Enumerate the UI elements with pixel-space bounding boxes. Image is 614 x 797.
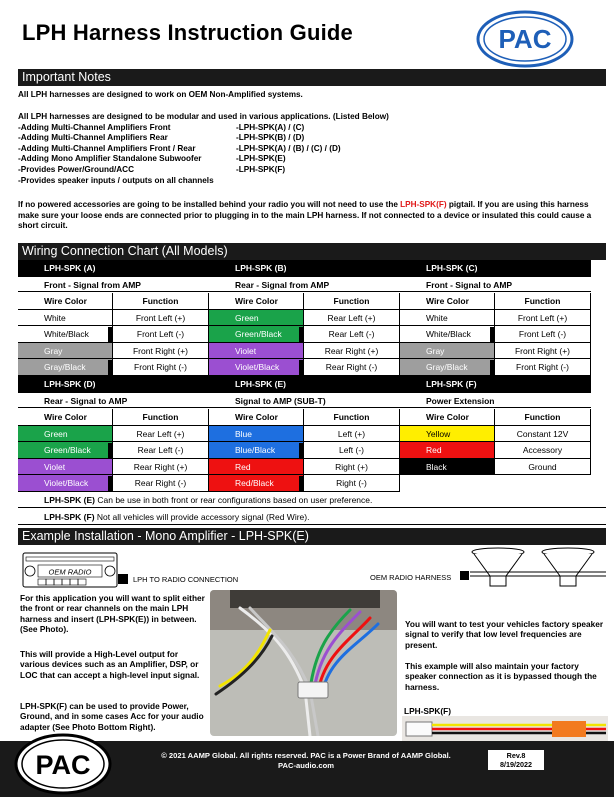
wire-color-cell: Violet/Black	[18, 475, 113, 492]
example-para-3: LPH-SPK(F) can be used to provide Power, Ground, and in some cases Acc for your audio adapter (See Photo Bottom Right).	[20, 701, 204, 732]
function-cell: Ground	[495, 459, 591, 476]
function-cell: Right (+)	[304, 459, 400, 476]
function-header: Function	[304, 293, 400, 310]
wire-color-cell: Violet	[18, 459, 113, 476]
wiring-block-title: LPH-SPK (E)	[209, 376, 400, 392]
function-cell: Front Right (-)	[113, 359, 209, 376]
lph-connector-icon	[118, 574, 128, 584]
notes-list-item	[18, 154, 608, 165]
wiring-chart	[18, 260, 606, 528]
wiring-block-title: LPH-SPK (C)	[400, 260, 591, 276]
wire-color-header: Wire Color	[18, 409, 113, 426]
wire-color-cell: Yellow	[400, 426, 495, 443]
wire-color-cell: Violet	[209, 343, 304, 360]
wiring-block-subtitle: Power Extension	[400, 392, 591, 408]
wire-stripe	[299, 360, 303, 375]
notes-para-red: LPH-SPK(F)	[400, 200, 447, 209]
wiring-block-title: LPH-SPK (F)	[400, 376, 591, 392]
wire-color-cell: Red/Black	[209, 475, 304, 492]
notes-list-use: -Provides Power/Ground/ACC	[18, 164, 135, 174]
function-cell: Left (+)	[304, 426, 400, 443]
wiring-heading: Wiring Connection Chart (All Models)	[18, 243, 606, 260]
notes-list-item	[18, 165, 608, 176]
wire-color-cell: Gray/Black	[400, 359, 495, 376]
wire-color-cell: White/Black	[18, 326, 113, 343]
wiring-block-subtitle: Front - Signal from AMP	[18, 276, 209, 292]
harness-photo	[210, 590, 397, 736]
wire-stripe	[108, 327, 112, 342]
logo-text: PAC	[498, 24, 552, 54]
wiring-note-e	[18, 492, 606, 508]
wiring-block-subtitle: Front - Signal to AMP	[400, 276, 591, 292]
wiring-note-e-text: Can be use in both front or rear configurations based on user preference.	[95, 495, 373, 505]
notes-list-harness: -LPH-SPK(A) / (C)	[236, 122, 305, 132]
function-cell: Rear Left (+)	[304, 310, 400, 327]
revision-date: 8/19/2022	[500, 760, 532, 769]
function-cell: Rear Left (-)	[304, 326, 400, 343]
notes-list-use: -Adding Mono Amplifier Standalone Subwoofer	[18, 154, 202, 164]
notes-list-item	[18, 144, 608, 155]
spk-f-label: LPH-SPK(F)	[404, 706, 452, 716]
wire-stripe	[299, 476, 303, 491]
wire-color-cell: Green	[209, 310, 304, 327]
radio-label: OEM RADIO	[48, 567, 92, 577]
lph-connection-label: LPH TO RADIO CONNECTION	[133, 575, 239, 584]
function-cell: Front Right (-)	[495, 359, 591, 376]
wiring-block	[400, 260, 591, 376]
notes-list	[18, 123, 608, 189]
notes-list-use: -Adding Multi-Channel Amplifiers Front / Rear	[18, 143, 196, 153]
wire-color-cell: Blue	[209, 426, 304, 443]
notes-list-harness: -LPH-SPK(F)	[236, 164, 286, 174]
function-cell: Constant 12V	[495, 426, 591, 443]
wire-color-header: Wire Color	[18, 293, 113, 310]
pac-logo-footer	[14, 733, 112, 795]
notes-paragraph	[18, 200, 603, 232]
notes-list-item	[18, 133, 608, 144]
function-cell: Front Right (+)	[113, 343, 209, 360]
page-title: LPH Harness Instruction Guide	[22, 20, 353, 45]
notes-para-pre: If no powered accessories are going to be installed behind your radio you will not need to use the	[18, 200, 401, 209]
wiring-block-subtitle: Rear - Signal from AMP	[209, 276, 400, 292]
website-link[interactable]: PAC-audio.com	[278, 761, 334, 770]
function-header: Function	[304, 409, 400, 426]
wiring-block	[18, 260, 209, 376]
wire-stripe	[490, 327, 494, 342]
function-header: Function	[113, 409, 209, 426]
wire-color-cell: Red	[209, 459, 304, 476]
example-para-1: For this application you will want to split either the front or rear channels on the main LPH harness and insert (LPH-SPK(E)) in between. (See Photo).	[20, 593, 205, 634]
wire-color-cell: Blue/Black	[209, 442, 304, 459]
wire-stripe	[299, 443, 303, 458]
wire-stripe	[108, 443, 112, 458]
wire-color-cell: Violet/Black	[209, 359, 304, 376]
wiring-block-title: LPH-SPK (B)	[209, 260, 400, 276]
wiring-block	[18, 376, 209, 492]
notes-list-item	[18, 176, 608, 187]
notes-line1: All LPH harnesses are designed to work on OEM Non-Amplified systems.	[18, 90, 303, 99]
wiring-note-f	[18, 509, 606, 525]
wire-color-cell: Red	[400, 442, 495, 459]
wire-stripe	[108, 476, 112, 491]
wire-color-header: Wire Color	[400, 293, 495, 310]
example-heading: Example Installation - Mono Amplifier - LPH-SPK(E)	[18, 528, 606, 545]
example-para-4: You will want to test your vehicles factory speaker signal to verify that low level frequencies are present.	[405, 619, 604, 650]
function-cell: Rear Left (+)	[113, 426, 209, 443]
wire-color-cell: White	[400, 310, 495, 327]
wiring-block-subtitle: Signal to AMP (SUB-T)	[209, 392, 400, 408]
wire-color-cell: Green/Black	[209, 326, 304, 343]
wire-color-header: Wire Color	[209, 409, 304, 426]
wire-color-cell: Green/Black	[18, 442, 113, 459]
wiring-block-title: LPH-SPK (D)	[18, 376, 209, 392]
notes-list-harness: -LPH-SPK(E)	[236, 154, 286, 164]
example-para-5: This example will also maintain your factory speaker connection as it is bypassed though the harness.	[405, 661, 597, 692]
notes-para-post: pigtail. If you are using this harness make sure your loose ends are connected prior to plugging in to the main LPH harness. If not connected to a device or insulated this could cause a short circuit.	[18, 200, 592, 231]
wire-color-cell: Green	[18, 426, 113, 443]
wiring-note-f-label: LPH-SPK (F)	[44, 512, 95, 522]
wire-stripe	[299, 327, 303, 342]
wire-color-cell: Gray	[400, 343, 495, 360]
oem-harness-label: OEM RADIO HARNESS	[370, 573, 452, 582]
function-cell: Rear Right (+)	[304, 343, 400, 360]
wiring-block	[209, 260, 400, 376]
function-header: Function	[113, 293, 209, 310]
function-cell: Right (-)	[304, 475, 400, 492]
function-cell: Rear Left (-)	[113, 442, 209, 459]
function-cell: Front Left (+)	[495, 310, 591, 327]
wire-color-cell: Gray	[18, 343, 113, 360]
function-cell: Front Right (+)	[495, 343, 591, 360]
wire-color-header: Wire Color	[209, 293, 304, 310]
wiring-note-f-text: Not all vehicles will provide accessory signal (Red Wire).	[94, 512, 310, 522]
function-cell: Front Left (+)	[113, 310, 209, 327]
spk-f-photo	[402, 716, 608, 742]
wiring-block	[400, 376, 591, 492]
function-cell: Rear Right (-)	[304, 359, 400, 376]
function-cell: Rear Right (+)	[113, 459, 209, 476]
wire-stripe	[490, 360, 494, 375]
wire-stripe	[108, 360, 112, 375]
function-cell: Accessory	[495, 442, 591, 459]
function-cell: Left (-)	[304, 442, 400, 459]
revision-box	[488, 750, 544, 770]
pac-logo	[476, 10, 574, 68]
notes-list-item	[18, 123, 608, 134]
notes-list-use: -Adding Multi-Channel Amplifiers Front	[18, 122, 171, 132]
function-cell: Rear Right (-)	[113, 475, 209, 492]
wiring-note-e-label: LPH-SPK (E)	[44, 495, 95, 505]
function-cell: Front Left (-)	[495, 326, 591, 343]
notes-list-use: -Provides speaker inputs / outputs on all channels	[18, 175, 214, 185]
logo-footer-text: PAC	[35, 750, 91, 780]
copyright	[150, 751, 462, 771]
oem-radio-icon	[22, 549, 118, 589]
revision-number: Rev.8	[506, 751, 526, 760]
wire-color-cell: Gray/Black	[18, 359, 113, 376]
notes-list-harness: -LPH-SPK(B) / (D)	[236, 133, 305, 143]
function-header: Function	[495, 409, 591, 426]
copyright-line: © 2021 AAMP Global. All rights reserved. PAC is a Power Brand of AAMP Global.	[161, 751, 451, 760]
wire-color-cell: Black	[400, 459, 495, 476]
function-cell: Front Left (-)	[113, 326, 209, 343]
wire-color-cell: White/Black	[400, 326, 495, 343]
notes-line2: All LPH harnesses are designed to be modular and used in various applications. (Listed Below)	[18, 112, 389, 121]
notes-list-use: -Adding Multi-Channel Amplifiers Rear	[18, 133, 168, 143]
wiring-block	[209, 376, 400, 492]
wiring-block-subtitle: Rear - Signal to AMP	[18, 392, 209, 408]
example-para-2: This will provide a High-Level output for various devices such as an Amplifier, DSP, or LOC that can accept a high-level input signal.	[20, 649, 200, 680]
speakers-icon	[468, 546, 608, 594]
function-header: Function	[495, 293, 591, 310]
notes-list-harness: -LPH-SPK(A) / (B) / (C) / (D)	[236, 143, 341, 153]
wiring-block-title: LPH-SPK (A)	[18, 260, 209, 276]
notes-heading: Important Notes	[18, 69, 606, 86]
wire-color-header: Wire Color	[400, 409, 495, 426]
wire-color-cell: White	[18, 310, 113, 327]
